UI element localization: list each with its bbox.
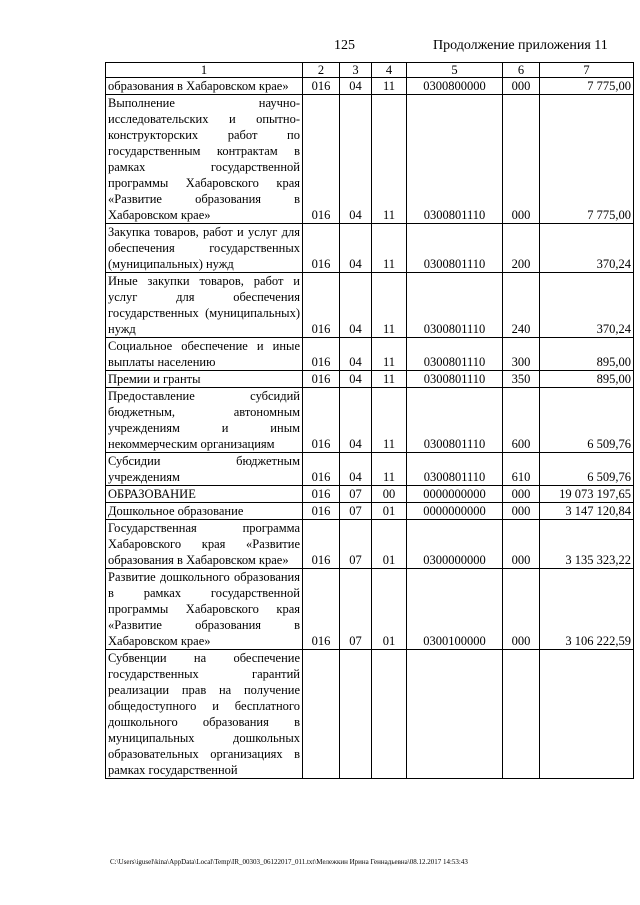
row-code-ministry: 016 bbox=[303, 338, 340, 371]
row-code-section: 07 bbox=[340, 486, 372, 503]
row-code-subsection: 11 bbox=[372, 338, 407, 371]
row-amount: 3 135 323,22 bbox=[540, 520, 634, 569]
col-header-5: 5 bbox=[407, 63, 503, 78]
row-code-section: 04 bbox=[340, 95, 372, 224]
row-amount bbox=[540, 650, 634, 779]
budget-table bbox=[105, 62, 634, 779]
row-name: Выполнение научно-исследовательских и опытно-конструкторских работ по государственным контрактам в рамках государственной программы Хабаровского края «Развитие образования в Хабаровском крае» bbox=[106, 95, 303, 224]
row-code-expense-type: 000 bbox=[503, 503, 540, 520]
header-row bbox=[106, 63, 634, 78]
row-code-ministry: 016 bbox=[303, 224, 340, 273]
row-code-target: 0300801110 bbox=[407, 371, 503, 388]
row-code-section: 04 bbox=[340, 453, 372, 486]
row-code-subsection: 11 bbox=[372, 453, 407, 486]
table-row bbox=[106, 224, 634, 273]
row-code-ministry: 016 bbox=[303, 520, 340, 569]
table-row bbox=[106, 388, 634, 453]
row-amount: 370,24 bbox=[540, 224, 634, 273]
col-header-3: 3 bbox=[340, 63, 372, 78]
table-row bbox=[106, 273, 634, 338]
row-code-ministry: 016 bbox=[303, 388, 340, 453]
row-code-section bbox=[340, 650, 372, 779]
row-code-ministry: 016 bbox=[303, 95, 340, 224]
row-amount: 370,24 bbox=[540, 273, 634, 338]
row-name: Социальное обеспечение и иные выплаты населению bbox=[106, 338, 303, 371]
row-code-target: 0300801110 bbox=[407, 273, 503, 338]
table-row bbox=[106, 371, 634, 388]
row-code-expense-type: 000 bbox=[503, 486, 540, 503]
col-header-7: 7 bbox=[540, 63, 634, 78]
row-code-section: 04 bbox=[340, 78, 372, 95]
col-header-6: 6 bbox=[503, 63, 540, 78]
row-amount: 3 106 222,59 bbox=[540, 569, 634, 650]
row-amount: 7 775,00 bbox=[540, 95, 634, 224]
row-code-target: 0300000000 bbox=[407, 520, 503, 569]
row-code-subsection: 11 bbox=[372, 95, 407, 224]
row-code-target: 0300801110 bbox=[407, 388, 503, 453]
table-row bbox=[106, 95, 634, 224]
row-code-target: 0300801110 bbox=[407, 95, 503, 224]
row-code-ministry: 016 bbox=[303, 273, 340, 338]
row-code-subsection: 01 bbox=[372, 503, 407, 520]
row-code-ministry: 016 bbox=[303, 453, 340, 486]
row-code-target bbox=[407, 650, 503, 779]
row-code-expense-type: 000 bbox=[503, 520, 540, 569]
row-code-expense-type: 000 bbox=[503, 569, 540, 650]
row-code-expense-type: 350 bbox=[503, 371, 540, 388]
col-header-1: 1 bbox=[106, 63, 303, 78]
row-code-section: 04 bbox=[340, 338, 372, 371]
row-code-subsection: 11 bbox=[372, 388, 407, 453]
row-code-expense-type bbox=[503, 650, 540, 779]
row-code-target: 0000000000 bbox=[407, 503, 503, 520]
page-number: 125 bbox=[334, 38, 355, 53]
row-code-ministry: 016 bbox=[303, 503, 340, 520]
row-code-subsection bbox=[372, 650, 407, 779]
row-code-target: 0300801110 bbox=[407, 453, 503, 486]
row-name: Предоставление субсидий бюджетным, автономным учреждениям и иным некоммерческим организациям bbox=[106, 388, 303, 453]
appendix-continuation-title: Продолжение приложения 11 bbox=[433, 38, 608, 53]
col-header-4: 4 bbox=[372, 63, 407, 78]
row-name: Премии и гранты bbox=[106, 371, 303, 388]
row-name: Иные закупки товаров, работ и услуг для обеспечения государственных (муниципальных) нужд bbox=[106, 273, 303, 338]
row-code-section: 07 bbox=[340, 520, 372, 569]
row-code-subsection: 01 bbox=[372, 520, 407, 569]
row-code-ministry: 016 bbox=[303, 486, 340, 503]
row-amount: 7 775,00 bbox=[540, 78, 634, 95]
row-amount: 6 509,76 bbox=[540, 388, 634, 453]
row-code-target: 0300800000 bbox=[407, 78, 503, 95]
table-row bbox=[106, 503, 634, 520]
row-amount: 19 073 197,65 bbox=[540, 486, 634, 503]
row-name: ОБРАЗОВАНИЕ bbox=[106, 486, 303, 503]
row-code-subsection: 11 bbox=[372, 273, 407, 338]
col-header-2: 2 bbox=[303, 63, 340, 78]
row-code-target: 0300100000 bbox=[407, 569, 503, 650]
table-row bbox=[106, 569, 634, 650]
row-code-section: 07 bbox=[340, 569, 372, 650]
row-code-expense-type: 000 bbox=[503, 95, 540, 224]
row-code-section: 04 bbox=[340, 371, 372, 388]
table-row bbox=[106, 520, 634, 569]
row-code-target: 0300801110 bbox=[407, 224, 503, 273]
row-name: Дошкольное образование bbox=[106, 503, 303, 520]
row-code-target: 0300801110 bbox=[407, 338, 503, 371]
row-name: Закупка товаров, работ и услуг для обеспечения государственных (муниципальных) нужд bbox=[106, 224, 303, 273]
row-amount: 6 509,76 bbox=[540, 453, 634, 486]
row-code-expense-type: 610 bbox=[503, 453, 540, 486]
row-code-subsection: 00 bbox=[372, 486, 407, 503]
table-row bbox=[106, 453, 634, 486]
row-code-ministry: 016 bbox=[303, 569, 340, 650]
row-code-target: 0000000000 bbox=[407, 486, 503, 503]
row-name: Государственная программа Хабаровского края «Развитие образования в Хабаровском крае» bbox=[106, 520, 303, 569]
row-code-ministry bbox=[303, 650, 340, 779]
row-code-section: 07 bbox=[340, 503, 372, 520]
row-code-expense-type: 000 bbox=[503, 78, 540, 95]
row-code-expense-type: 200 bbox=[503, 224, 540, 273]
row-name: образования в Хабаровском крае» bbox=[106, 78, 303, 95]
table-row bbox=[106, 486, 634, 503]
row-code-ministry: 016 bbox=[303, 78, 340, 95]
row-code-subsection: 01 bbox=[372, 569, 407, 650]
row-code-section: 04 bbox=[340, 388, 372, 453]
row-amount: 3 147 120,84 bbox=[540, 503, 634, 520]
row-code-section: 04 bbox=[340, 224, 372, 273]
table-row bbox=[106, 78, 634, 95]
row-code-expense-type: 600 bbox=[503, 388, 540, 453]
table-row bbox=[106, 650, 634, 779]
row-name: Развитие дошкольного образования в рамках государственной программы Хабаровского края «Развитие образования в Хабаровском крае» bbox=[106, 569, 303, 650]
row-code-ministry: 016 bbox=[303, 371, 340, 388]
footer-file-path: C:\Users\igusel\kina\AppData\Local\Temp\IR_00303_06122017_011.txt\Мележкин Ирина Геннадьевна\08.12.2017 14:53:43 bbox=[110, 858, 468, 866]
row-name: Субвенции на обеспечение государственных гарантий реализации прав на получение общедоступного и бесплатного дошкольного образования в муниципальных дошкольных образовательных организациях в рамках государственной bbox=[106, 650, 303, 779]
row-code-expense-type: 300 bbox=[503, 338, 540, 371]
row-code-subsection: 11 bbox=[372, 78, 407, 95]
row-amount: 895,00 bbox=[540, 371, 634, 388]
row-code-expense-type: 240 bbox=[503, 273, 540, 338]
table-row bbox=[106, 338, 634, 371]
row-code-section: 04 bbox=[340, 273, 372, 338]
row-amount: 895,00 bbox=[540, 338, 634, 371]
row-name: Субсидии бюджетным учреждениям bbox=[106, 453, 303, 486]
row-code-subsection: 11 bbox=[372, 371, 407, 388]
row-code-subsection: 11 bbox=[372, 224, 407, 273]
